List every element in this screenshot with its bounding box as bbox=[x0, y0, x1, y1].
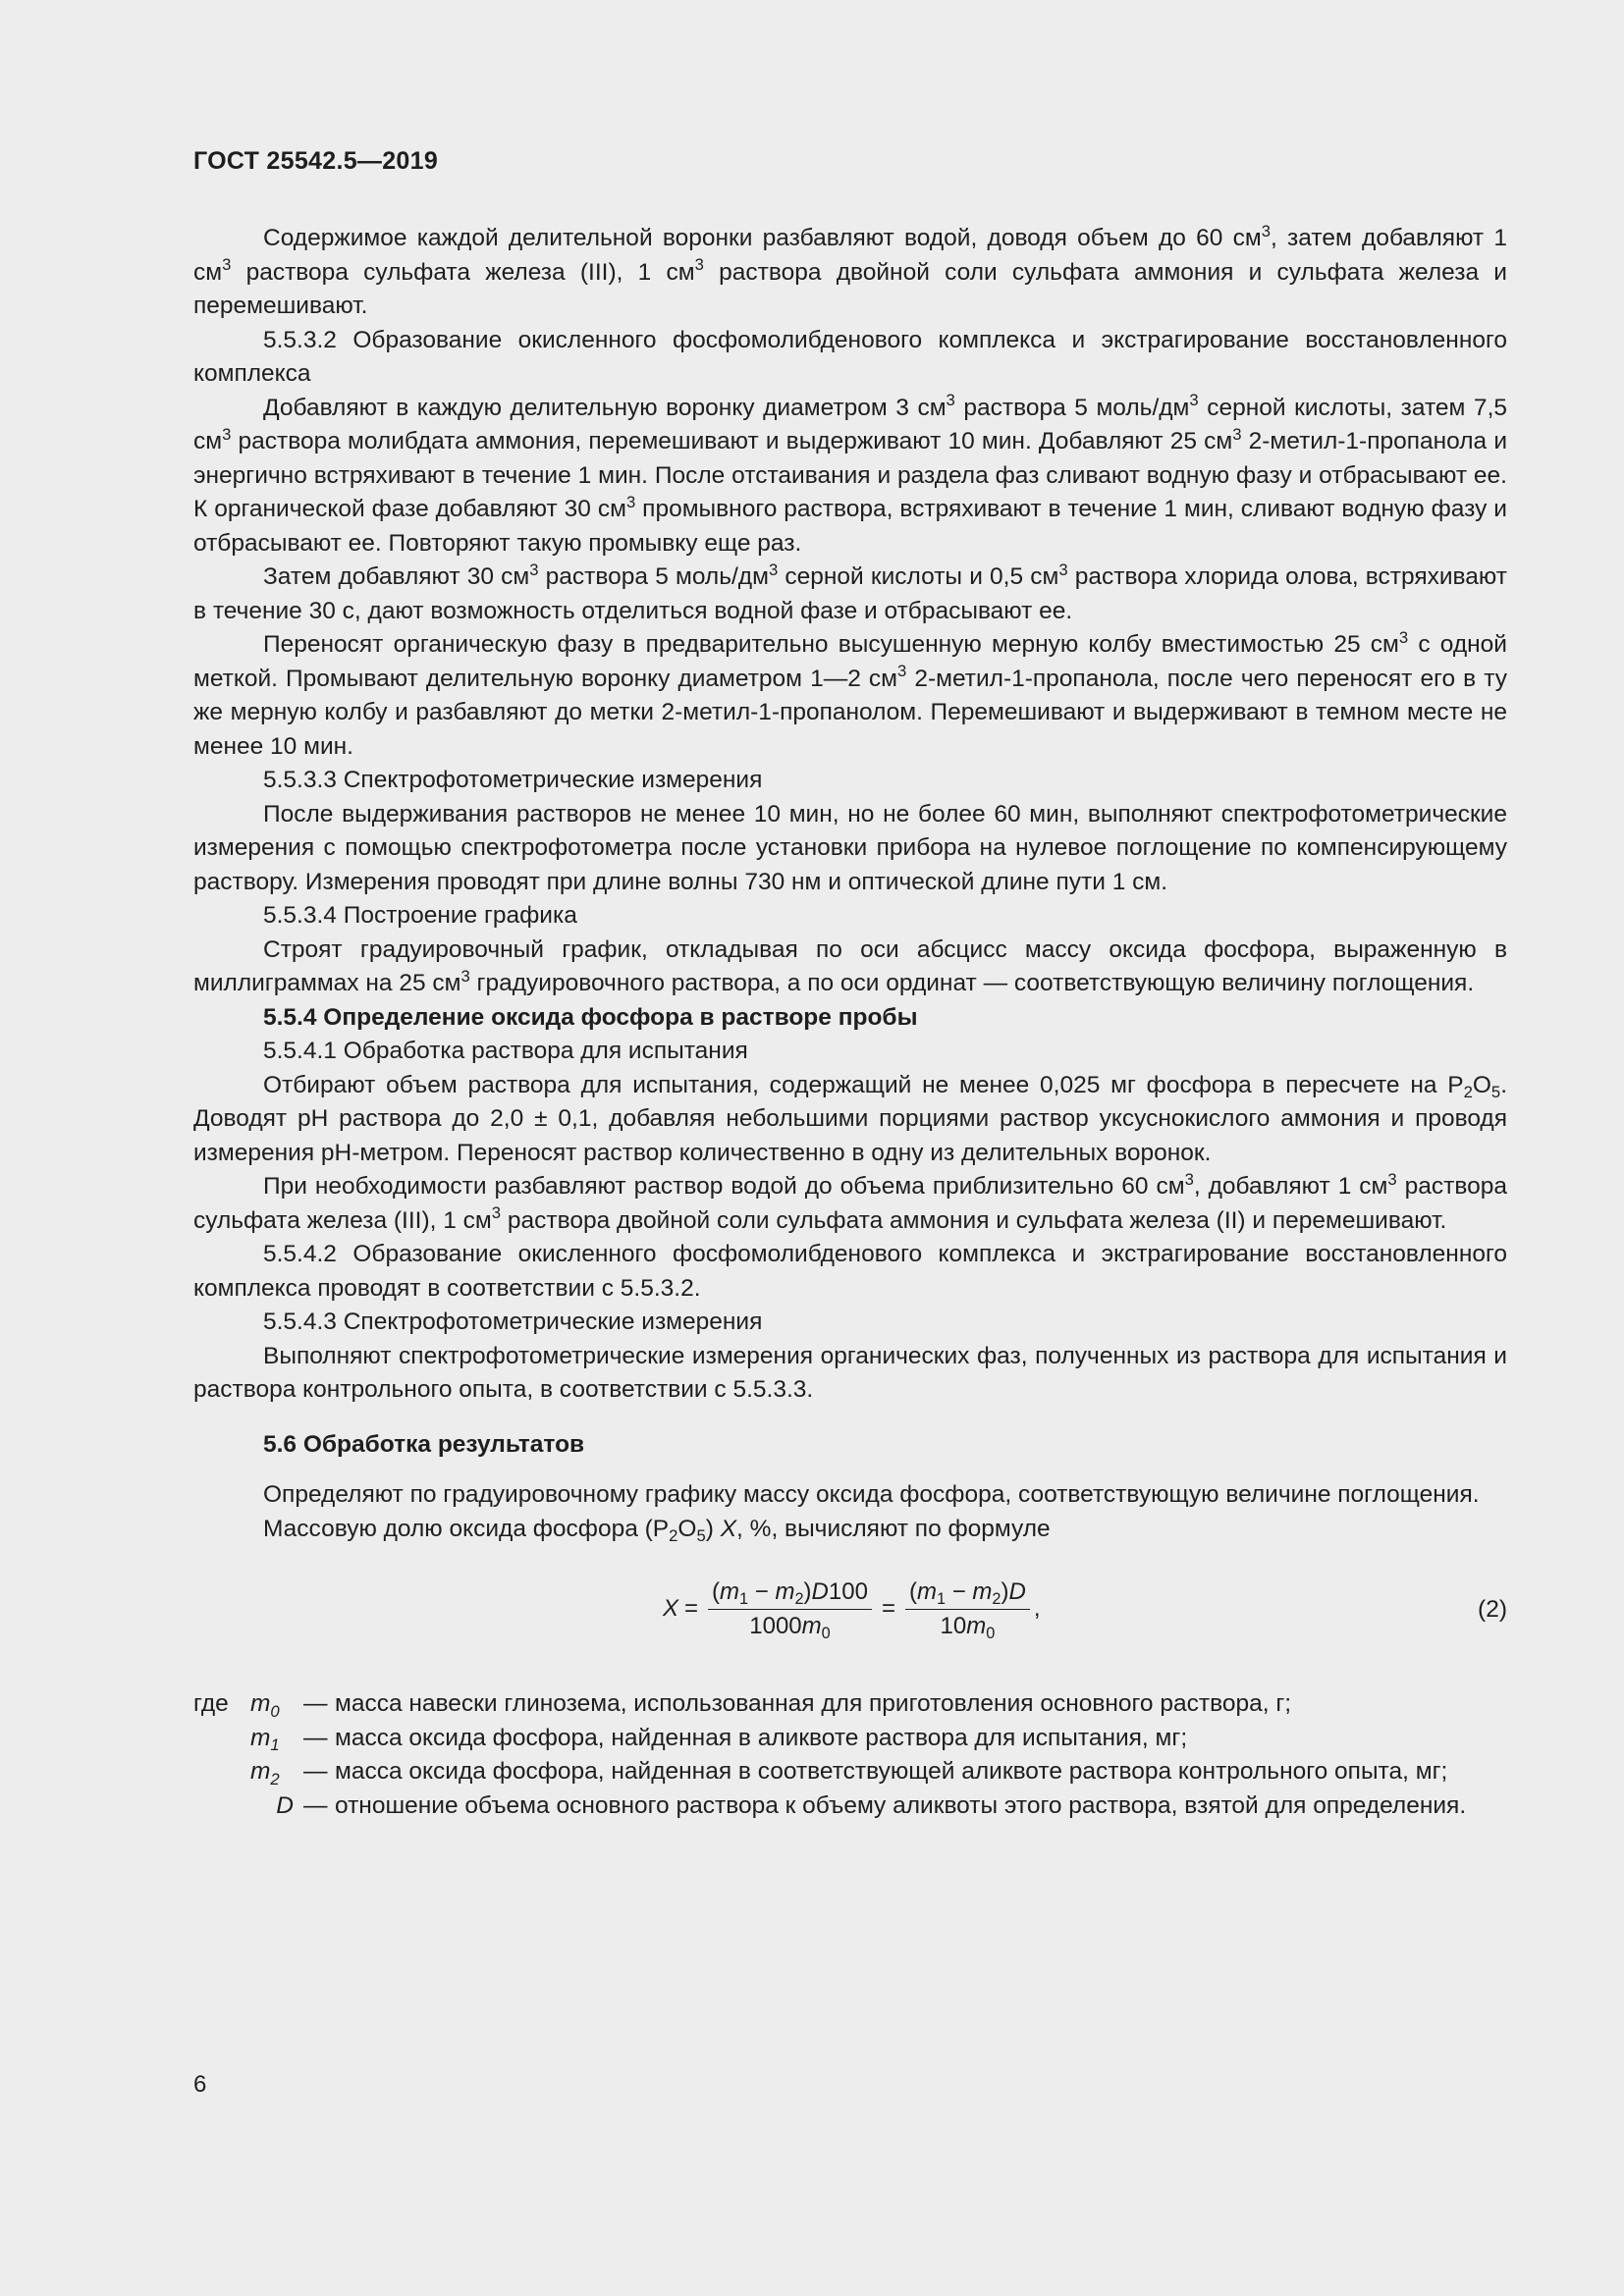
fraction: $\frac{(m_1 - m_2)D100}{1000m_0}$ bbox=[708, 1577, 872, 1641]
paragraph: Переносят органическую фазу в предварительно высушенную мерную колбу вместимостью 25 $см^3$ с одной меткой. Промывают делительную воронку диаметром 1—2 $см^3$ 2-метил-1-пропанола, после чего переносят его в ту же мерную колбу и разбавляют до метки 2-метил-1-пропанолом. Перемешивают и выдерживают в темном месте не менее 10 мин. bbox=[193, 627, 1507, 760]
subsection-heading: 5.5.4.2 Образование окисленного фосфомолибденового комплекса и экстрагирование восстановленного комплекса проводят в соответствии с 5.5.3.2. bbox=[193, 1241, 1507, 1302]
subsection-heading: 5.5.3.3 Спектрофотометрические измерения bbox=[263, 767, 763, 793]
fraction: $\frac{(m_1 - m_2)D}{10m_0}$ bbox=[905, 1577, 1030, 1641]
definition-row: где $m_0$ — масса навески глинозема, использованная для приготовления основного раствора, г; bbox=[193, 1690, 1292, 1721]
subsection-heading: 5.5.3.2 Образование окисленного фосфомолибденового комплекса и экстрагирование восстановленного комплекса bbox=[193, 326, 1507, 387]
subsection-heading: 5.5.4.3 Спектрофотометрические измерения bbox=[263, 1308, 763, 1335]
paragraph: Содержимое каждой делительной воронки разбавляют водой, доводя объем до 60 $см^3$, затем добавляют 1 $см^3$ раствора сульфата железа (III), 1 $см^3$ раствора двойной соли сульфата аммония и сульфата железа и перемешивают. bbox=[193, 221, 1508, 319]
paragraph: Отбирают объем раствора для испытания, содержащий не менее 0,025 мг фосфора в пересчете на $P_2O_5$. Доводят pH раствора до 2,0 ± 0,1, добавляя небольшими порциями раствор уксуснокислого аммония и проводя измерения pH-метром. Переносят раствор количественно в одну из делительных воронок. bbox=[193, 1071, 1507, 1166]
definition-row: $m_2$ — масса оксида фосфора, найденная в соответствующей аликвоте раствора контрольного опыта, мг; bbox=[250, 1758, 1448, 1789]
formula-number: (2) bbox=[1478, 1596, 1507, 1623]
paragraph: При необходимости разбавляют раствор водой до объема приблизительно 60 $см^3$, добавляют 1 $см^3$ раствора сульфата железа (III), 1 $см^3$ раствора двойной соли сульфата аммония и сульфата железа (II) и перемешивают. bbox=[193, 1169, 1507, 1234]
paragraph: Затем добавляют 30 $см^3$ раствора 5 моль/$дм^3$ серной кислоты и 0,5 $см^3$ раствора хлорида олова, встряхивают в течение 30 с, дают возможность отделиться водной фазе и отбрасывают ее. bbox=[193, 560, 1507, 624]
paragraph: Выполняют спектрофотометрические измерения органических фаз, полученных из раствора для испытания и раствора контрольного опыта, в соответствии с 5.5.3.3. bbox=[193, 1342, 1507, 1403]
document-body bbox=[193, 222, 1507, 1823]
document-header: ГОСТ 25542.5—2019 bbox=[193, 147, 439, 175]
variable-definitions bbox=[193, 1687, 1507, 1823]
subsection-heading: 5.5.3.4 Построение графика bbox=[263, 902, 577, 929]
paragraph: Определяют по градуировочному графику массу оксида фосфора, соответствующую величине поглощения. bbox=[263, 1481, 1480, 1508]
definition-row: $m_1$ — масса оксида фосфора, найденная в аликвоте раствора для испытания, мг; bbox=[250, 1724, 1188, 1755]
formula-block bbox=[193, 1556, 1507, 1662]
paragraph: Строят градуировочный график, откладывая по оси абсцисс массу оксида фосфора, выраженную в миллиграммах на 25 $см^3$ градуировочного раствора, а по оси ординат — соответствующую величину поглощения. bbox=[193, 935, 1507, 996]
page-number: 6 bbox=[193, 2071, 207, 2098]
subsection-heading: 5.5.4.1 Обработка раствора для испытания bbox=[263, 1038, 748, 1064]
paragraph: Массовую долю оксида фосфора $(P_2O_5)$ X, %, вычисляют по формуле bbox=[263, 1515, 1051, 1546]
definition-row: D — отношение объема основного раствора к объему аликвоты этого раствора, взятой для определения. bbox=[276, 1791, 1467, 1819]
paragraph: После выдерживания растворов не менее 10 мин, но не более 60 мин, выполняют спектрофотометрические измерения с помощью спектрофотометра после установки прибора на нулевое поглощение по компенсирующему раствору. Измерения проводят при длине волны 730 нм и оптической длине пути 1 см. bbox=[193, 800, 1507, 895]
section-heading: 5.5.4 Определение оксида фосфора в растворе пробы bbox=[263, 1003, 918, 1031]
paragraph: Добавляют в каждую делительную воронку диаметром 3 $см^3$ раствора 5 моль/$дм^3$ серной кислоты, затем 7,5 $см^3$ раствора молибдата аммония, перемешивают и выдерживают 10 мин. Добавляют 25 $см^3$ 2-метил-1-пропанола и энергично встряхивают в течение 1 мин. После отстаивания и раздела фаз сливают водную фазу и отбрасывают ее. К органической фазе добавляют 30 $см^3$ промывного раствора, встряхивают в течение 1 мин, сливают водную фазу и отбрасывают ее. Повторяют такую промывку еще раз. bbox=[193, 391, 1507, 557]
section-heading: 5.6 Обработка результатов bbox=[263, 1430, 585, 1458]
formula: X = $\frac{(m_1 - m_2)D100}{1000m_0}$ = $\frac{(m_1 - m_2)D}{10m_0}$ , bbox=[663, 1577, 1041, 1643]
